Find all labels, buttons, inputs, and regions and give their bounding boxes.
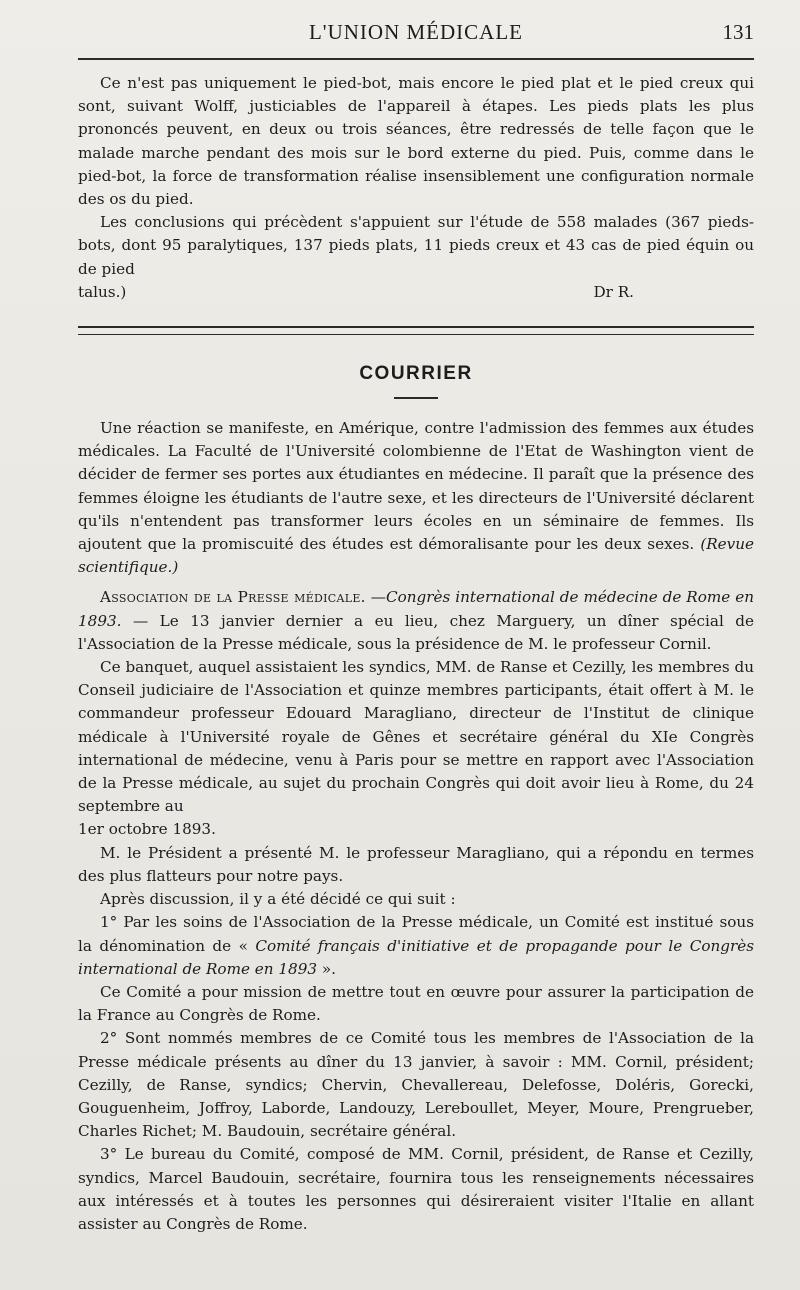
- committee-text: 1° Par les soins de l'Association de la Presse médicale, un Comité est institué sous la dénomination de «: [78, 913, 754, 955]
- bureau-paragraph: 3° Le bureau du Comité, composé de MM. Cornil, président, de Ranse et Cezilly, syndics, Marcel Baudouin, secrétaire, fournira tous les renseignements nécessaires aux intéressés et à toutes les personnes qui désireraient visiter l'Italie en allant assister au Congrès de Rome.: [78, 1145, 754, 1233]
- mission-paragraph: Ce Comité a pour mission de mettre tout en œuvre pour assurer la participation de la France au Congrès de Rome.: [78, 982, 754, 1025]
- banquet-text: Ce banquet, auquel assistaient les syndics, MM. de Ranse et Cezilly, les membres du Conseil judiciaire de l'Association et quinze membres participants, était offert à M. le commandeur professeur Edouard Maragliano, directeur de l'Institut de clinique médicale à l'Université royale de Gênes et secrétaire général du XIe Congrès international de médecine, venu à Paris pour se mettre en rapport avec l'Association de la Presse médicale, au sujet du prochain Congrès qui doit avoir lieu à Rome, du 24 septembre au: [78, 658, 754, 816]
- courrier-paragraph-1: [78, 417, 754, 579]
- banquet-date-text: octobre 1893.: [103, 820, 216, 839]
- banquet-date-ordinal: 1er: [78, 820, 104, 839]
- committee-name: Comité français d'initiative et de propagande pour le Congrès international de Rome en 1893: [78, 936, 755, 978]
- committee-text-end: ».: [317, 959, 336, 978]
- congress-subtitle: Congrès international de médecine de Rome en 1893.: [78, 588, 754, 630]
- page-content: [78, 72, 754, 1236]
- discussion-paragraph: Après discussion, il y a été décidé ce qui suit :: [100, 890, 456, 909]
- intro-paragraph: Ce n'est pas uniquement le pied-bot, mais encore le pied plat et le pied creux qui sont, suivant Wolff, justiciables de l'appareil à étapes. Les pieds plats les plus prononcés peuvent, en deux ou trois séances, être redressés de telle façon que le malade marche pendant des mois sur le bord externe du pied. Puis, comme dans le pied-bot, la force de transformation réalise insensiblement une configuration normale des os du pied.: [78, 74, 754, 209]
- page-header: [78, 18, 754, 60]
- author-signature: Dr R.: [593, 282, 634, 301]
- source-citation: (Revue scientifique.): [78, 535, 755, 577]
- page-number: 131: [722, 20, 754, 44]
- committee-paragraph: [78, 911, 754, 981]
- members-paragraph: 2° Sont nommés membres de ce Comité tous les membres de l'Association de la Presse médicale présents au dîner du 13 janvier, à savoir : MM. Cornil, président; Cezilly, de Ranse, syndics; Chervin, Chevallereau, Delefosse, Doléris, Gorecki, Gouguenheim, Joffroy, Laborde, Landouzy, Lereboullet, Meyer, Moure, Prengrueber, Charles Richet; M. Baudouin, secrétaire général.: [78, 1029, 754, 1141]
- section-divider: [78, 326, 754, 335]
- banquet-paragraph: [78, 656, 754, 842]
- conclusions-closing: [78, 281, 754, 304]
- conclusions-closing-text: talus.): [78, 282, 127, 301]
- courrier-paragraph-1-text: Une réaction se manifeste, en Amérique, contre l'admission des femmes aux études médicales. La Faculté de l'Université colombienne de l'Etat de Washington vient de décider de fermer ses portes aux étudiantes en médecine. Il paraît que la présence des femmes éloigne les étudiants de l'autre sexe, et les directeurs de l'Université déclarent qu'ils n'entendent pas transformer leurs écoles en un séminaire de femmes. Ils ajoutent que la promiscuité des études est démoralisante pour les deux sexes.: [78, 419, 754, 554]
- running-title: L'UNION MÉDICALE: [308, 20, 523, 44]
- section-title: COURRIER: [359, 363, 473, 385]
- association-text: — Le 13 janvier dernier a eu lieu, chez Marguery, un dîner spécial de l'Association de la Presse médicale, sous la présidence de M. le professeur Cornil.: [78, 611, 754, 653]
- title-dash: [394, 397, 438, 399]
- conclusions-paragraph: Les conclusions qui précèdent s'appuient sur l'étude de 558 malades (367 pieds-bots, dont 95 paralytiques, 137 pieds plats, 11 pieds creux et 43 cas de pied équin ou de pied: [78, 213, 754, 278]
- association-paragraph: Association de la Presse médicale. —Congrès international de médecine de Rome en 1893. — Le 13 janvier dernier a eu lieu, chez Marguery, un dîner spécial de l'Association de la Presse médicale, sous la présidence de M. le professeur Cornil.: [78, 588, 754, 653]
- president-paragraph: M. le Président a présenté M. le professeur Maragliano, qui a répondu en termes des plus flatteurs pour notre pays.: [78, 843, 754, 885]
- association-heading: Association de la Presse médicale.: [100, 588, 366, 607]
